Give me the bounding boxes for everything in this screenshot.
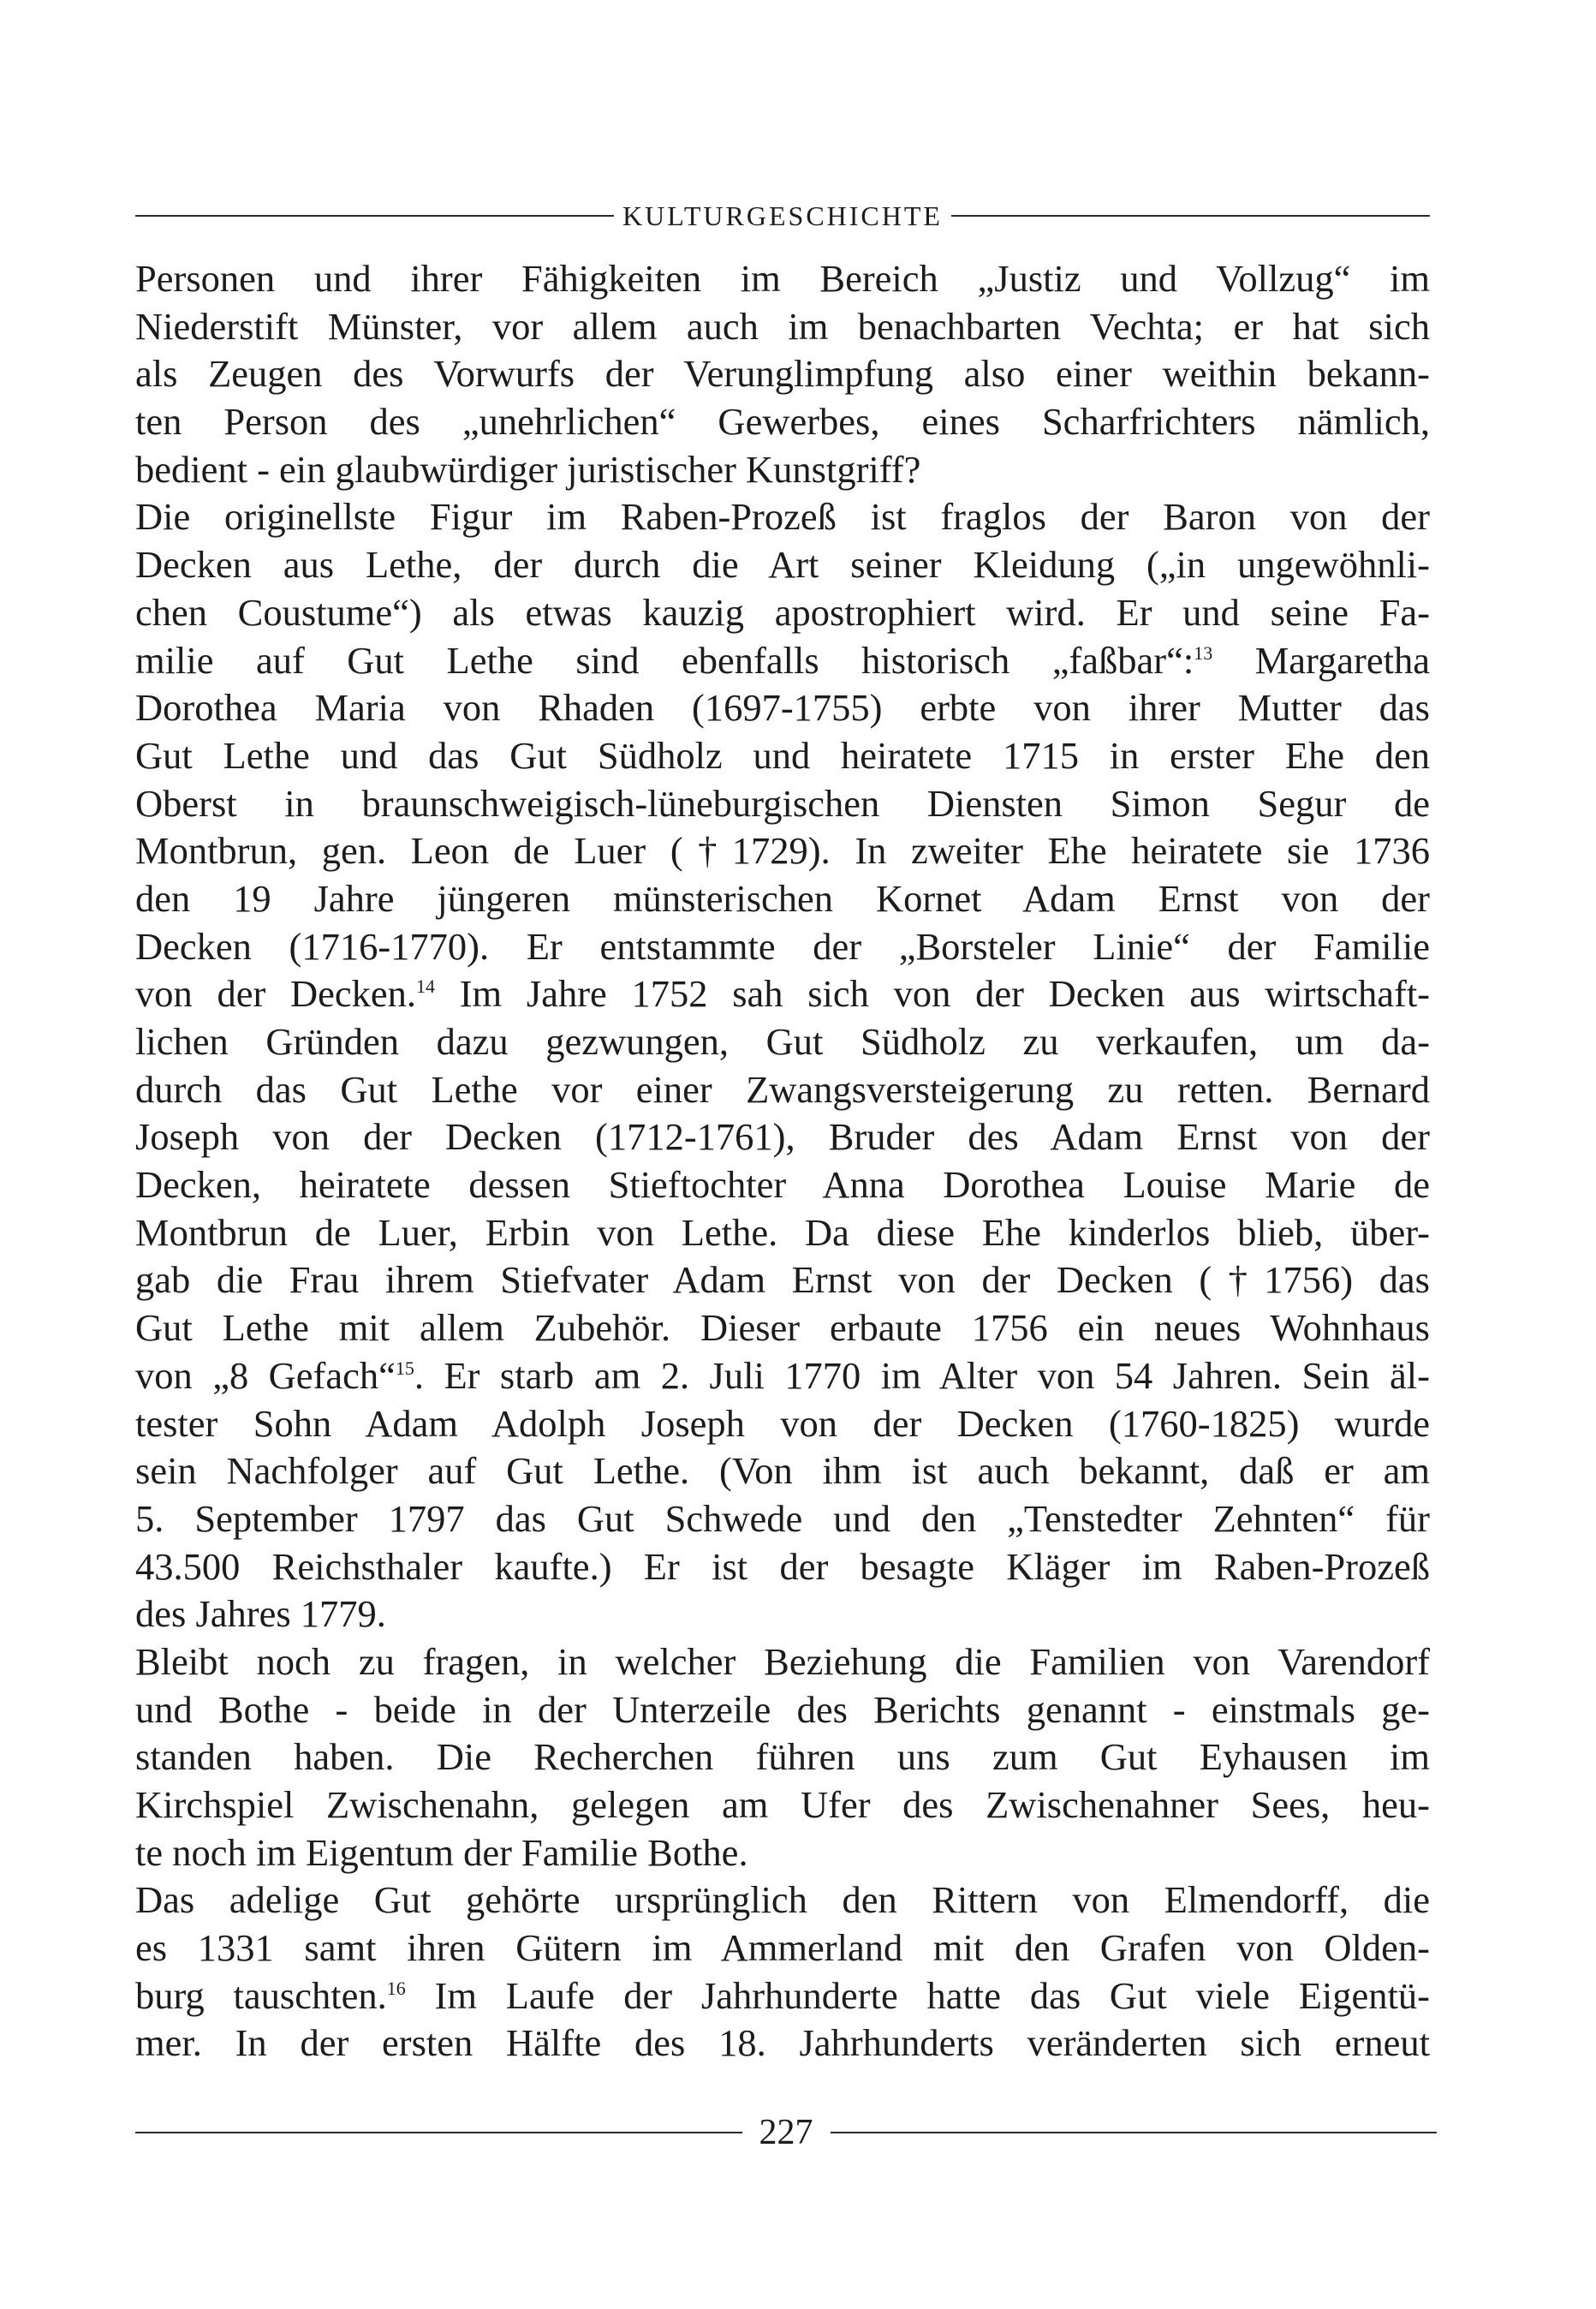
text-line: Bleibt noch zu fragen, in welcher Beziehung die Familien von Varendorf [135,1639,1430,1683]
footnote-ref-14: 14 [416,976,436,998]
header-rule-right [951,215,1430,217]
header-title: KULTURGESCHICHTE [622,200,943,231]
text-line: es 1331 samt ihren Gütern im Ammerland mit den Grafen von Olden- [135,1926,1430,1970]
footnote-ref-16: 16 [386,1977,406,1999]
text-line: Decken (1716-1770). Er entstammte der „Borsteler Linie“ der Familie [135,924,1430,968]
text-segment: von der Decken. [135,972,417,1016]
header-rule-left [135,215,614,217]
text-line: 43.500 Reichsthaler kaufte.) Er ist der besagte Kläger im Raben-Prozeß [135,1544,1430,1588]
text-line: als Zeugen des Vorwurfs der Verunglimpfung also einer weithin bekann- [135,352,1430,396]
text-line-with-footnote [135,1972,1430,2020]
text-segment: milie auf Gut Lethe sind ebenfalls historisch „faßbar“: [135,638,1194,682]
footnote-ref-15: 15 [395,1357,414,1379]
running-header [135,195,1430,236]
text-line: tester Sohn Adam Adolph Joseph von der Decken (1760-1825) wurde [135,1401,1430,1445]
text-line: Oberst in braunschweigisch-lüneburgischen Diensten Simon Segur de [135,781,1430,825]
text-line: Gut Lethe mit allem Zubehör. Dieser erbaute 1756 ein neues Wohnhaus [135,1306,1430,1350]
body-text [135,255,1430,2067]
text-line-with-footnote [135,1352,1430,1400]
text-line: Decken aus Lethe, der durch die Art seiner Kleidung („in ungewöhnli- [135,543,1430,587]
text-segment: Im Laufe der Jahrhunderte hatte das Gut viele Eigentü- [434,1973,1430,2017]
footer-rule-left [135,2132,742,2133]
text-line: durch das Gut Lethe vor einer Zwangsversteigerung zu retten. Bernard [135,1067,1430,1111]
text-line-with-footnote [135,970,1430,1018]
text-line-with-footnote [135,637,1430,685]
footnote-ref-13: 13 [1194,641,1213,664]
text-line: des Jahres 1779. [135,1592,386,1636]
text-line: standen haben. Die Recherchen führen uns zum Gut Eyhausen im [135,1735,1430,1779]
text-line: 5. September 1797 das Gut Schwede und den „Tenstedter Zehnten“ für [135,1496,1430,1540]
text-line: Dorothea Maria von Rhaden (1697-1755) erbte von ihrer Mutter das [135,686,1430,730]
text-segment: von „8 Gefach“ [135,1353,396,1397]
text-line: Niederstift Münster, vor allem auch im benachbarten Vechta; er hat sich [135,304,1430,348]
text-line: lichen Gründen dazu gezwungen, Gut Südholz zu verkaufen, um da- [135,1020,1430,1063]
text-line: und Bothe - beide in der Unterzeile des Berichts genannt - einstmals ge- [135,1687,1430,1731]
text-line: gab die Frau ihrem Stiefvater Adam Ernst von der Decken (†1756) das [135,1258,1430,1302]
text-line: te noch im Eigentum der Familie Bothe. [135,1830,748,1874]
text-line: sein Nachfolger auf Gut Lethe. (Von ihm ist auch bekannt, daß er am [135,1449,1430,1493]
text-line: Kirchspiel Zwischenahn, gelegen am Ufer des Zwischenahner Sees, heu- [135,1783,1430,1826]
text-line: bedient - ein glaubwürdiger juristischer Kunstgriff? [135,447,921,491]
text-segment: burg tauschten. [135,1973,387,2017]
text-line: Montbrun de Luer, Erbin von Lethe. Da diese Ehe kinderlos blieb, über- [135,1210,1430,1254]
text-segment: Margaretha [1254,638,1430,682]
text-segment: Im Jahre 1752 sah sich von der Decken aus wirtschaft- [459,972,1430,1016]
text-line: Joseph von der Decken (1712-1761), Bruder des Adam Ernst von der [135,1115,1430,1159]
page-number: 227 [759,2113,813,2152]
text-line: Die originellste Figur im Raben-Prozeß ist fraglos der Baron von der [135,495,1430,539]
page-footer [135,2107,1437,2158]
text-line: Personen und ihrer Fähigkeiten im Bereich „Justiz und Vollzug“ im [135,257,1430,300]
text-line: Das adelige Gut gehörte ursprünglich den Rittern von Elmendorff, die [135,1878,1430,1922]
text-line: ten Person des „unehrlichen“ Gewerbes, eines Scharfrichters nämlich, [135,400,1430,444]
footer-rule-right [831,2132,1438,2133]
text-line: Gut Lethe und das Gut Südholz und heiratete 1715 in erster Ehe den [135,733,1430,777]
text-line: Montbrun, gen. Leon de Luer (†1729). In zweiter Ehe heiratete sie 1736 [135,829,1430,873]
text-line: den 19 Jahre jüngeren münsterischen Kornet Adam Ernst von der [135,876,1430,920]
text-line: mer. In der ersten Hälfte des 18. Jahrhunderts veränderten sich erneut [135,2021,1430,2065]
text-line: Decken, heiratete dessen Stieftochter Anna Dorothea Louise Marie de [135,1163,1430,1207]
text-line: chen Coustume“) als etwas kauzig apostrophiert wird. Er und seine Fa- [135,590,1430,634]
text-segment: . Er starb am 2. Juli 1770 im Alter von 54 Jahren. Sein äl- [414,1353,1430,1397]
